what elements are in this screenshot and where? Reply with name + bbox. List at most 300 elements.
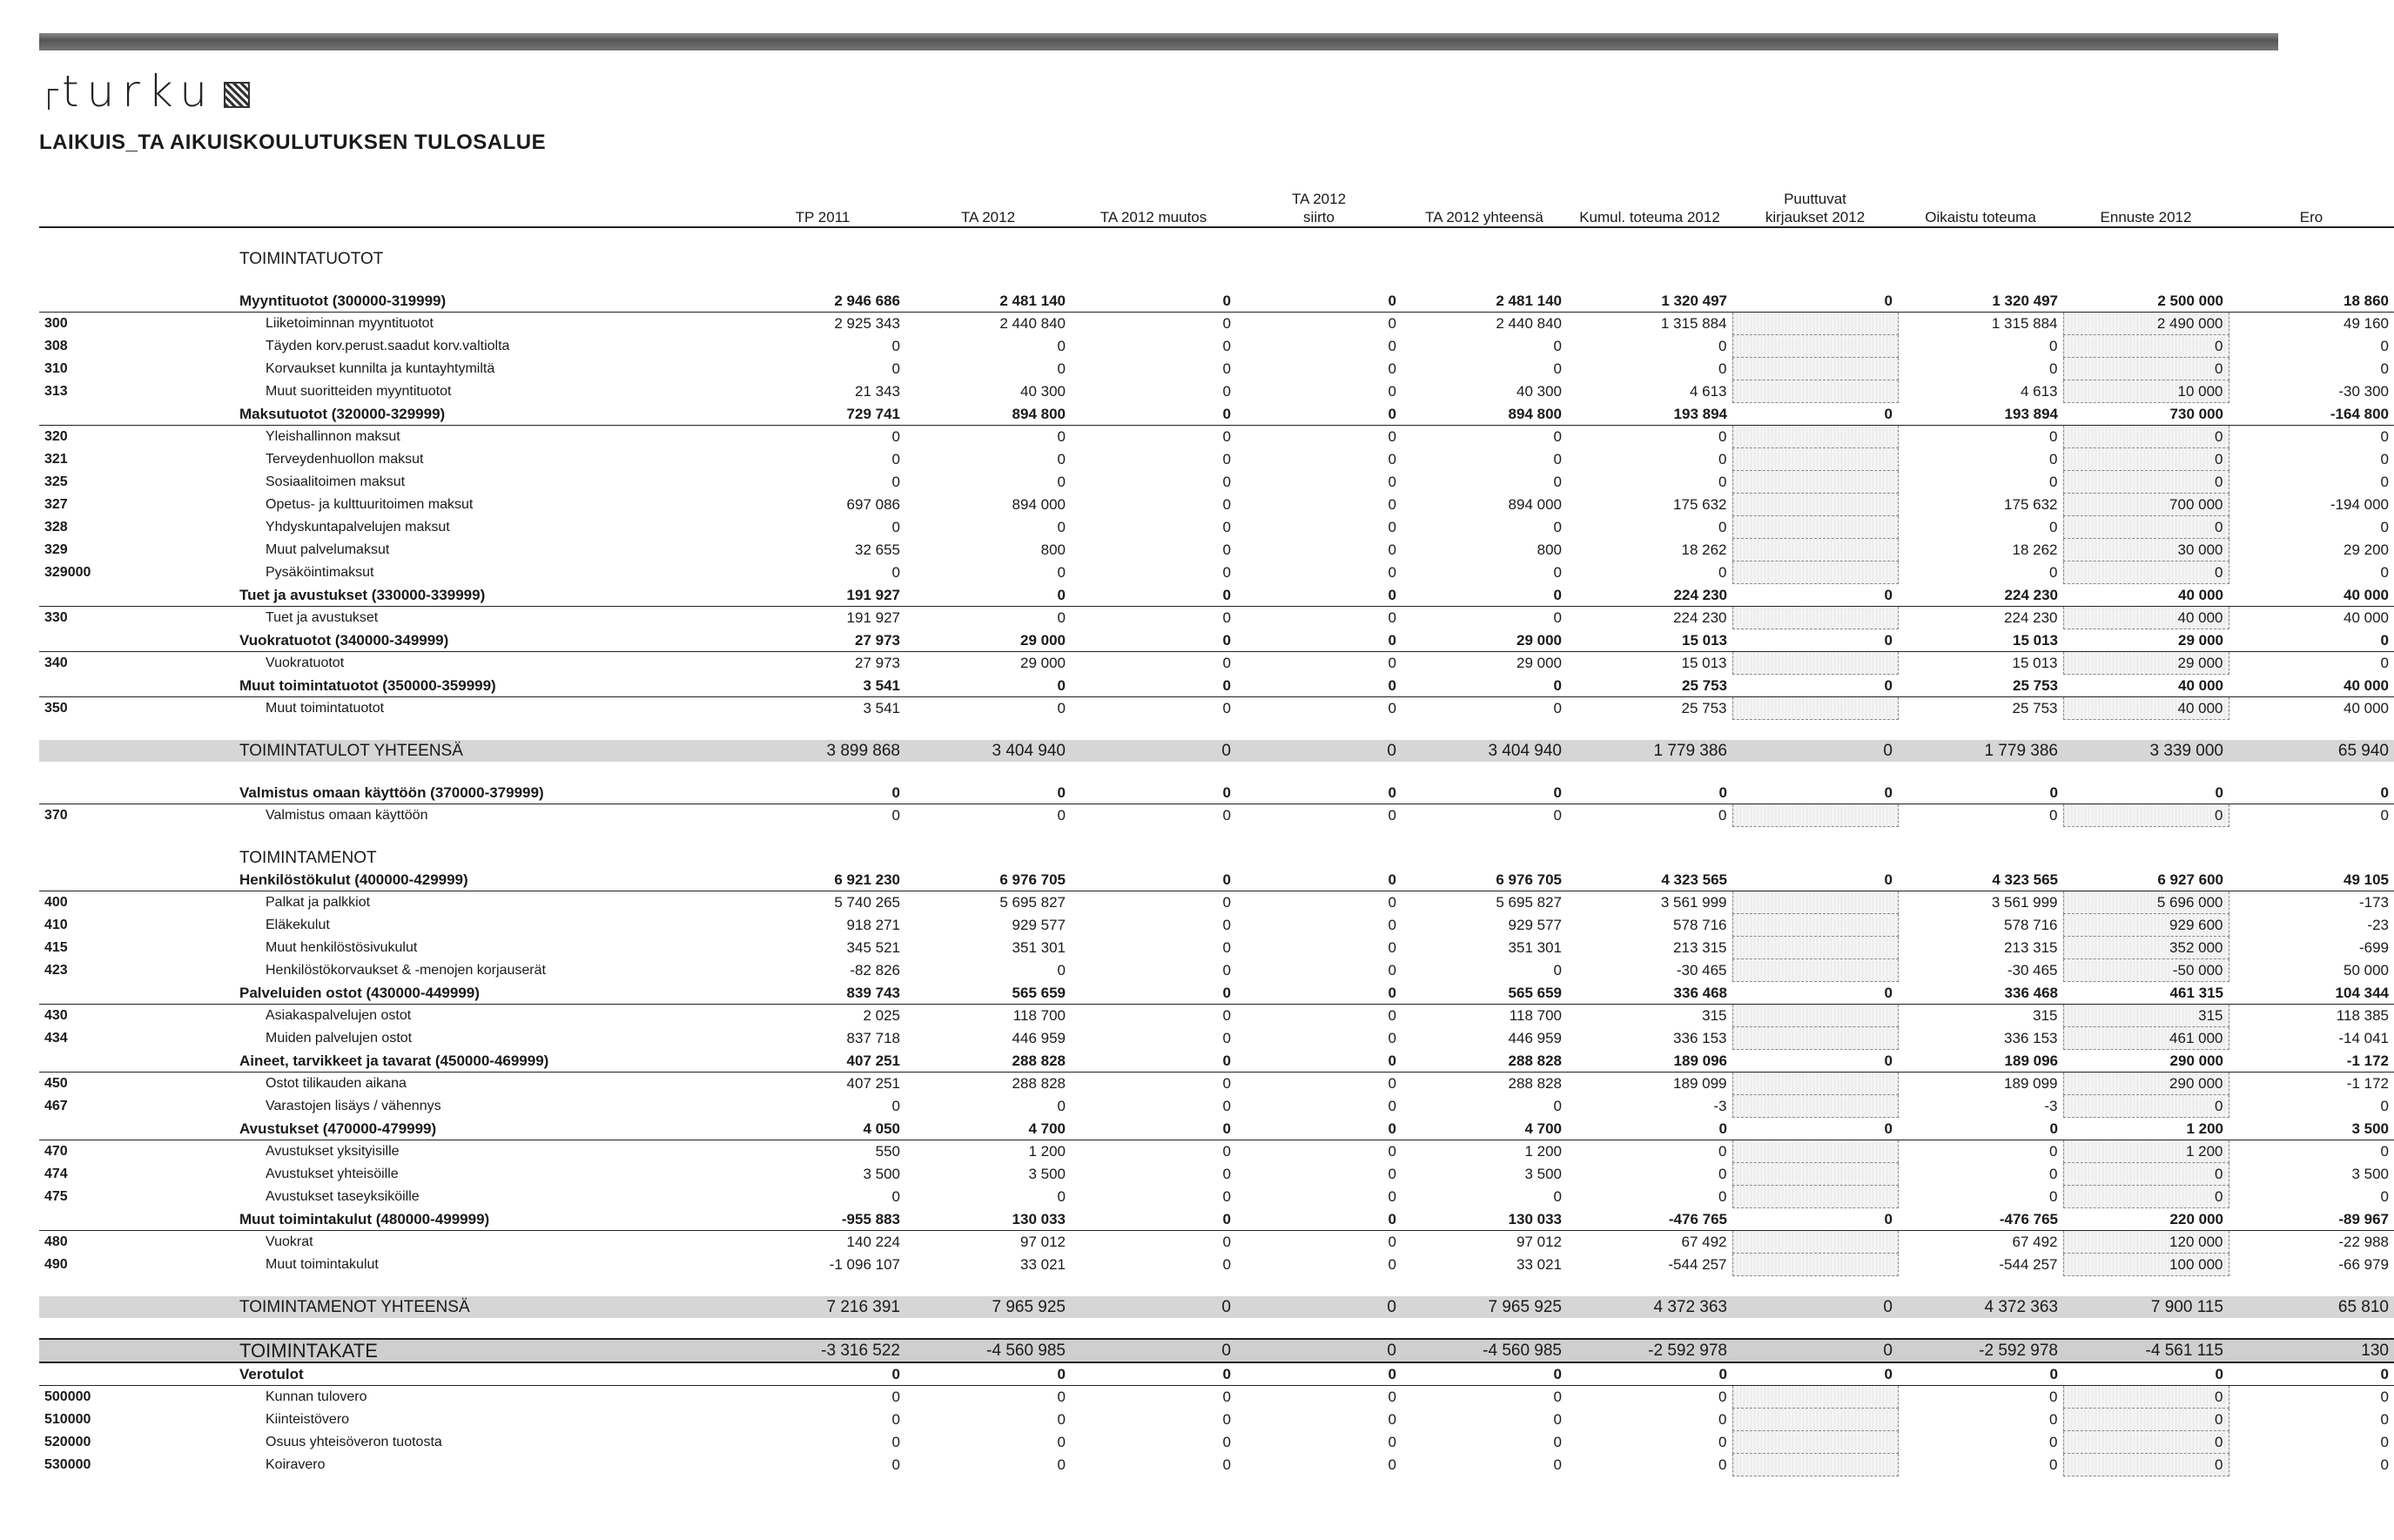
value-cell: 27 973 [855,655,900,672]
value-cell: 2 440 840 [999,315,1066,333]
value-cell: 0 [2380,1411,2389,1428]
value-cell: 729 741 [740,403,905,426]
value-cell: 4 700 [1402,1118,1567,1140]
value-cell: -2 592 978 [1567,1339,1732,1362]
value-cell: -50 000 [2063,959,2229,982]
table-row [39,869,2394,891]
value-cell: 40 000 [2063,697,2229,720]
value-cell: 0 [2380,1188,2389,1205]
account-number [39,1296,139,1318]
value-cell: 189 099 [1673,1075,1727,1093]
value-cell: -476 765 [1898,1208,2063,1231]
value-cell [1732,562,1898,584]
value-cell: 0 [1222,609,1231,627]
value-cell: 67 492 [2012,1234,2058,1251]
value-cell: 0 [2049,1188,2058,1205]
value-cell: 1 315 884 [1991,315,2058,333]
value-cell: 0 [2049,1143,2058,1160]
row-label: Vuokratuotot [266,656,345,671]
value-cell: 0 [1732,1208,1898,1231]
value-cell [1732,1386,1898,1409]
value-cell: 0 [1222,1456,1231,1473]
value-cell: 3 500 [2351,1166,2389,1182]
value-cell: 0 [1388,360,1396,377]
value-cell: 0 [1071,1362,1236,1386]
account-number: 475 [44,1189,68,1204]
account-number: 467 [44,1099,68,1113]
value-cell: 0 [1236,1296,1402,1318]
column-header: TP 2011 [740,186,905,227]
logo-bracket-icon [48,89,58,110]
value-cell: 0 [2063,471,2229,494]
table-row [39,248,2394,270]
account-number: 370 [44,808,68,824]
spacer-cell [39,270,2394,290]
value-cell [1732,358,1898,380]
value-cell: 0 [1388,1007,1396,1025]
value-cell: 0 [2380,451,2389,467]
value-cell: 0 [1553,1434,1562,1450]
value-cell: 0 [891,1098,900,1114]
value-cell: 0 [1071,1050,1236,1073]
value-cell: 336 468 [1898,982,2063,1005]
value-cell: 0 [1553,360,1562,377]
value-cell [1732,335,1898,358]
row-label: Yhdyskuntapalvelujen maksut [266,520,450,535]
value-cell [1732,607,1898,629]
value-cell: -1 172 [2346,1075,2389,1093]
value-cell: 315 [1702,1007,1727,1025]
value-cell: 0 [1388,1456,1396,1473]
value-cell [1732,697,1898,720]
value-cell: 100 000 [2063,1254,2229,1276]
value-cell: 0 [1388,338,1396,354]
value-cell: 7 965 925 [905,1296,1071,1318]
row-label: Opetus- ja kulttuuritoimen maksut [266,497,474,512]
value-cell: 224 230 [1673,609,1727,627]
table-row [39,1362,2394,1386]
value-cell: 0 [891,474,900,490]
value-cell: 140 224 [846,1234,900,1251]
value-cell: 0 [1222,338,1231,354]
value-cell: -23 [2367,917,2389,933]
account-number: 410 [44,918,68,932]
account-number [39,1118,139,1140]
row-label: Kunnan tulovero [266,1389,367,1405]
value-cell: 40 000 [2063,675,2229,697]
value-cell: 697 086 [846,496,900,513]
value-cell: 32 655 [855,541,900,558]
account-number: 520000 [44,1435,91,1449]
value-cell: 0 [1553,564,1562,581]
row-label: Muut toimintakulut [266,1257,379,1272]
value-cell: 0 [1388,1389,1396,1406]
value-cell: 191 927 [846,609,900,627]
value-cell: 0 [1057,1098,1066,1114]
account-number: 310 [44,361,68,376]
table-row [39,516,2394,539]
value-cell: 6 976 705 [905,869,1071,891]
value-cell: 25 753 [1898,675,2063,697]
table-row [39,539,2394,562]
value-cell: 0 [1388,1234,1396,1251]
table-row [39,471,2394,494]
value-cell: 0 [2063,1362,2229,1386]
value-cell: 0 [1388,519,1396,535]
value-cell: 0 [2063,335,2229,358]
value-cell: -544 257 [1999,1256,2058,1273]
value-cell: 0 [1402,675,1567,697]
value-cell: 29 000 [2063,629,2229,652]
table-row [39,448,2394,471]
value-cell: 2 490 000 [2063,313,2229,335]
value-cell: 0 [891,1188,900,1205]
value-cell: 4 050 [740,1118,905,1140]
value-cell: 15 013 [1567,629,1732,652]
value-cell: 224 230 [1898,584,2063,607]
value-cell [1732,494,1898,516]
row-label: TOIMINTAMENOT YHTEENSÄ [139,1296,740,1318]
value-cell: 0 [1732,1118,1898,1140]
column-header: Puuttuvat kirjaukset 2012 [1732,186,1898,227]
value-cell: 4 613 [2020,383,2058,400]
value-cell: -4 560 985 [905,1339,1071,1362]
value-cell: 565 659 [905,982,1071,1005]
value-cell: 730 000 [2063,403,2229,426]
value-cell [1732,1073,1898,1095]
row-label: TOIMINTAMENOT [239,849,377,867]
value-cell: 40 000 [2344,609,2389,627]
value-cell [740,248,905,270]
value-cell: 0 [1388,474,1396,490]
value-cell: 0 [1553,1188,1562,1205]
value-cell: 0 [2063,1431,2229,1454]
value-cell [2229,248,2394,270]
value-cell: -3 316 522 [740,1339,905,1362]
value-cell: 118 385 [2336,1007,2389,1025]
value-cell: 0 [2380,1098,2389,1114]
value-cell: 0 [2380,1456,2389,1473]
value-cell: 288 828 [905,1050,1071,1073]
table-row [39,380,2394,403]
value-cell: 0 [1388,917,1396,933]
row-label: Terveydenhuollon maksut [266,452,424,467]
value-cell [1732,516,1898,539]
value-cell: -173 [2358,894,2389,911]
value-cell [1732,914,1898,937]
value-cell: 0 [1388,1434,1396,1450]
value-cell: 0 [891,1411,900,1428]
row-label: Valmistus omaan käyttöön [266,808,428,824]
value-cell: 315 [2063,1005,2229,1027]
value-cell: 0 [2380,428,2389,446]
value-cell: 0 [1553,1456,1562,1473]
value-cell: -22 988 [2338,1234,2389,1251]
value-cell: -699 [2358,939,2389,956]
value-cell: 894 000 [1508,496,1562,513]
value-cell: 0 [1388,655,1396,672]
value-cell: 288 828 [1508,1075,1562,1093]
value-cell: 0 [1553,338,1562,354]
value-cell: 0 [1388,451,1396,467]
value-cell: 0 [2380,360,2389,377]
value-cell: 894 000 [1012,496,1066,513]
value-cell: 0 [1732,1050,1898,1073]
value-cell: 0 [1388,1143,1396,1160]
value-cell [1732,248,1898,270]
value-cell: 0 [1388,962,1396,978]
value-cell: 5 695 827 [1496,894,1562,911]
row-label: Yleishallinnon maksut [266,429,400,445]
row-label: Korvaukset kunnilta ja kuntayhtymiltä [266,361,495,376]
account-number: 325 [44,474,68,489]
row-label: Verotulot [139,1362,740,1386]
row-label: Henkilöstökulut (400000-429999) [139,869,740,891]
row-label: Avustukset taseyksiköille [266,1189,420,1204]
page-title: LAIKUIS_TA AIKUISKOULUTUKSEN TULOSALUE [39,131,547,154]
account-number: 400 [44,895,68,911]
value-cell: 0 [1222,1234,1231,1251]
value-cell: 193 894 [1898,403,2063,426]
value-cell: 0 [1222,383,1231,400]
value-cell: 0 [1553,1098,1562,1114]
value-cell: 0 [1236,869,1402,891]
value-cell: -30 300 [2338,383,2389,400]
table-row [39,1254,2394,1276]
value-cell: 0 [2380,807,2389,824]
value-cell: -4 560 985 [1402,1339,1567,1362]
value-cell: 0 [1071,1296,1236,1318]
value-cell: 894 800 [905,403,1071,426]
value-cell: 0 [1057,1411,1066,1428]
value-cell: 25 753 [2012,700,2058,717]
account-number: 450 [44,1076,68,1092]
value-cell: 0 [1057,1188,1066,1205]
value-cell: 0 [1732,1296,1898,1318]
row-label: Muut henkilöstösivukulut [266,940,418,955]
value-cell: 0 [2380,474,2389,490]
value-cell: 0 [1553,1389,1562,1406]
value-cell: 1 320 497 [1567,290,1732,313]
spacer-cell [39,762,2394,782]
value-cell: 97 012 [1020,1234,1066,1251]
column-header: Oikaistu toteuma [1898,186,2063,227]
value-cell: 550 [875,1143,900,1160]
value-cell: 0 [1718,1389,1727,1406]
value-cell: 0 [1222,700,1231,717]
value-cell [1732,1254,1898,1276]
value-cell: 0 [1732,629,1898,652]
value-cell [1732,426,1898,448]
value-cell: 839 743 [740,982,905,1005]
account-number [39,740,139,762]
value-cell: 565 659 [1402,982,1567,1005]
table-row [39,290,2394,313]
value-cell: 175 632 [1673,496,1727,513]
value-cell: 29 000 [1516,655,1562,672]
value-cell: 351 301 [1012,939,1066,956]
spacer-row [39,227,2394,248]
value-cell: 288 828 [1402,1050,1567,1073]
row-label: TOIMINTATUOTOT [239,250,384,268]
value-cell: -1 172 [2229,1050,2394,1073]
value-cell: 0 [1222,360,1231,377]
value-cell: 0 [1732,1362,1898,1386]
value-cell: 0 [1071,675,1236,697]
value-cell: 446 959 [1012,1030,1066,1046]
value-cell: 0 [2063,1163,2229,1186]
value-cell: 130 033 [1402,1208,1567,1231]
value-cell: -2 592 978 [1898,1339,2063,1362]
value-cell: 578 716 [2004,917,2058,933]
value-cell: 3 561 999 [1660,894,1727,911]
value-cell: 0 [1057,474,1066,490]
value-cell: 40 000 [2229,675,2394,697]
budget-table [39,186,2394,1476]
value-cell: 0 [891,519,900,535]
value-cell: 7 965 925 [1402,1296,1567,1318]
value-cell: 3 541 [863,700,900,717]
value-cell: -164 800 [2229,403,2394,426]
value-cell: 0 [1718,451,1727,467]
value-cell: -66 979 [2338,1256,2389,1273]
value-cell: 0 [1236,403,1402,426]
value-cell: 3 500 [1524,1166,1562,1182]
value-cell: 0 [1222,1143,1231,1160]
spacer-row [39,720,2394,741]
value-cell: 0 [1071,782,1236,804]
account-number: 423 [44,963,68,978]
table-row [39,959,2394,982]
value-cell: 0 [1057,338,1066,354]
value-cell [1732,1140,1898,1163]
value-cell: 1 315 884 [1660,315,1727,333]
value-cell [1402,248,1567,270]
value-cell: 0 [1388,1188,1396,1205]
value-cell: 0 [1222,962,1231,978]
value-cell: 0 [740,1362,905,1386]
account-number [39,782,139,804]
value-cell: 213 315 [1673,939,1727,956]
value-cell: 894 800 [1402,403,1567,426]
value-cell: 0 [1222,939,1231,956]
value-cell: 0 [1057,1434,1066,1450]
value-cell: 0 [1732,290,1898,313]
value-cell: 0 [1732,675,1898,697]
value-cell: 800 [1537,541,1562,558]
value-cell: 0 [891,807,900,824]
value-cell: 0 [891,360,900,377]
value-cell [1236,248,1402,270]
value-cell: 0 [1071,403,1236,426]
value-cell: 578 716 [1673,917,1727,933]
value-cell: 0 [1718,1456,1727,1473]
value-cell: 0 [2063,782,2229,804]
value-cell: 49 105 [2229,869,2394,891]
value-cell: 0 [1222,315,1231,333]
value-cell: 130 [2229,1339,2394,1362]
value-cell: 0 [2380,564,2389,581]
table-row [39,1050,2394,1073]
value-cell: 3 541 [740,675,905,697]
value-cell: 29 000 [1020,655,1066,672]
table-row [39,1027,2394,1050]
value-cell: 0 [1057,962,1066,978]
value-cell: 0 [1388,315,1396,333]
value-cell: 0 [1388,496,1396,513]
value-cell: 288 828 [1012,1075,1066,1093]
value-cell: 118 700 [1509,1007,1562,1025]
table-row [39,629,2394,652]
value-cell: 0 [1057,700,1066,717]
value-cell: 4 323 565 [1898,869,2063,891]
value-cell [1732,804,1898,827]
value-cell [1732,539,1898,562]
row-label: Vuokrat [266,1234,313,1250]
value-cell: 0 [1222,428,1231,446]
value-cell: -3 [2044,1098,2058,1114]
value-cell [1898,847,2063,869]
table-row [39,1140,2394,1163]
account-number: 500000 [44,1389,91,1405]
value-cell: 407 251 [740,1050,905,1073]
table-row [39,494,2394,516]
value-cell: 193 894 [1567,403,1732,426]
value-cell: 0 [1388,541,1396,558]
turku-logo [48,66,250,117]
value-cell: 0 [1057,1456,1066,1473]
row-label: Henkilöstökorvaukset & -menojen korjauserät [266,963,546,978]
account-number [39,675,139,697]
value-cell: 40 000 [2344,700,2389,717]
value-cell: 29 200 [2344,541,2389,558]
value-cell: 0 [1388,1256,1396,1273]
table-row [39,426,2394,448]
value-cell: 290 000 [2063,1050,2229,1073]
value-cell: 0 [2063,358,2229,380]
value-cell: 0 [1388,609,1396,627]
value-cell: 49 160 [2344,315,2389,333]
value-cell: -82 826 [850,962,900,978]
spacer-row [39,1276,2394,1297]
value-cell: 21 343 [855,383,900,400]
account-number [39,1339,139,1362]
value-cell: -30 465 [2007,962,2058,978]
value-cell: 0 [2380,338,2389,354]
value-cell: 0 [2049,1434,2058,1450]
value-cell: 336 153 [2004,1030,2058,1046]
value-cell: 929 577 [1508,917,1562,933]
spacer-row [39,270,2394,290]
header-row [39,186,2394,227]
table-row [39,1186,2394,1208]
value-cell: 0 [1222,474,1231,490]
value-cell [1071,248,1236,270]
table-row [39,313,2394,335]
value-cell: 40 300 [1516,383,1562,400]
value-cell: 0 [2063,1454,2229,1476]
account-number: 510000 [44,1412,91,1427]
value-cell: 0 [1388,894,1396,911]
value-cell: 0 [1553,428,1562,446]
value-cell: 837 718 [846,1030,900,1046]
value-cell: 40 000 [2063,607,2229,629]
value-cell: 0 [1718,338,1727,354]
value-cell: 65 940 [2229,740,2394,762]
value-cell: 0 [1718,564,1727,581]
value-cell: 2 925 343 [834,315,900,333]
table-row [39,1386,2394,1409]
